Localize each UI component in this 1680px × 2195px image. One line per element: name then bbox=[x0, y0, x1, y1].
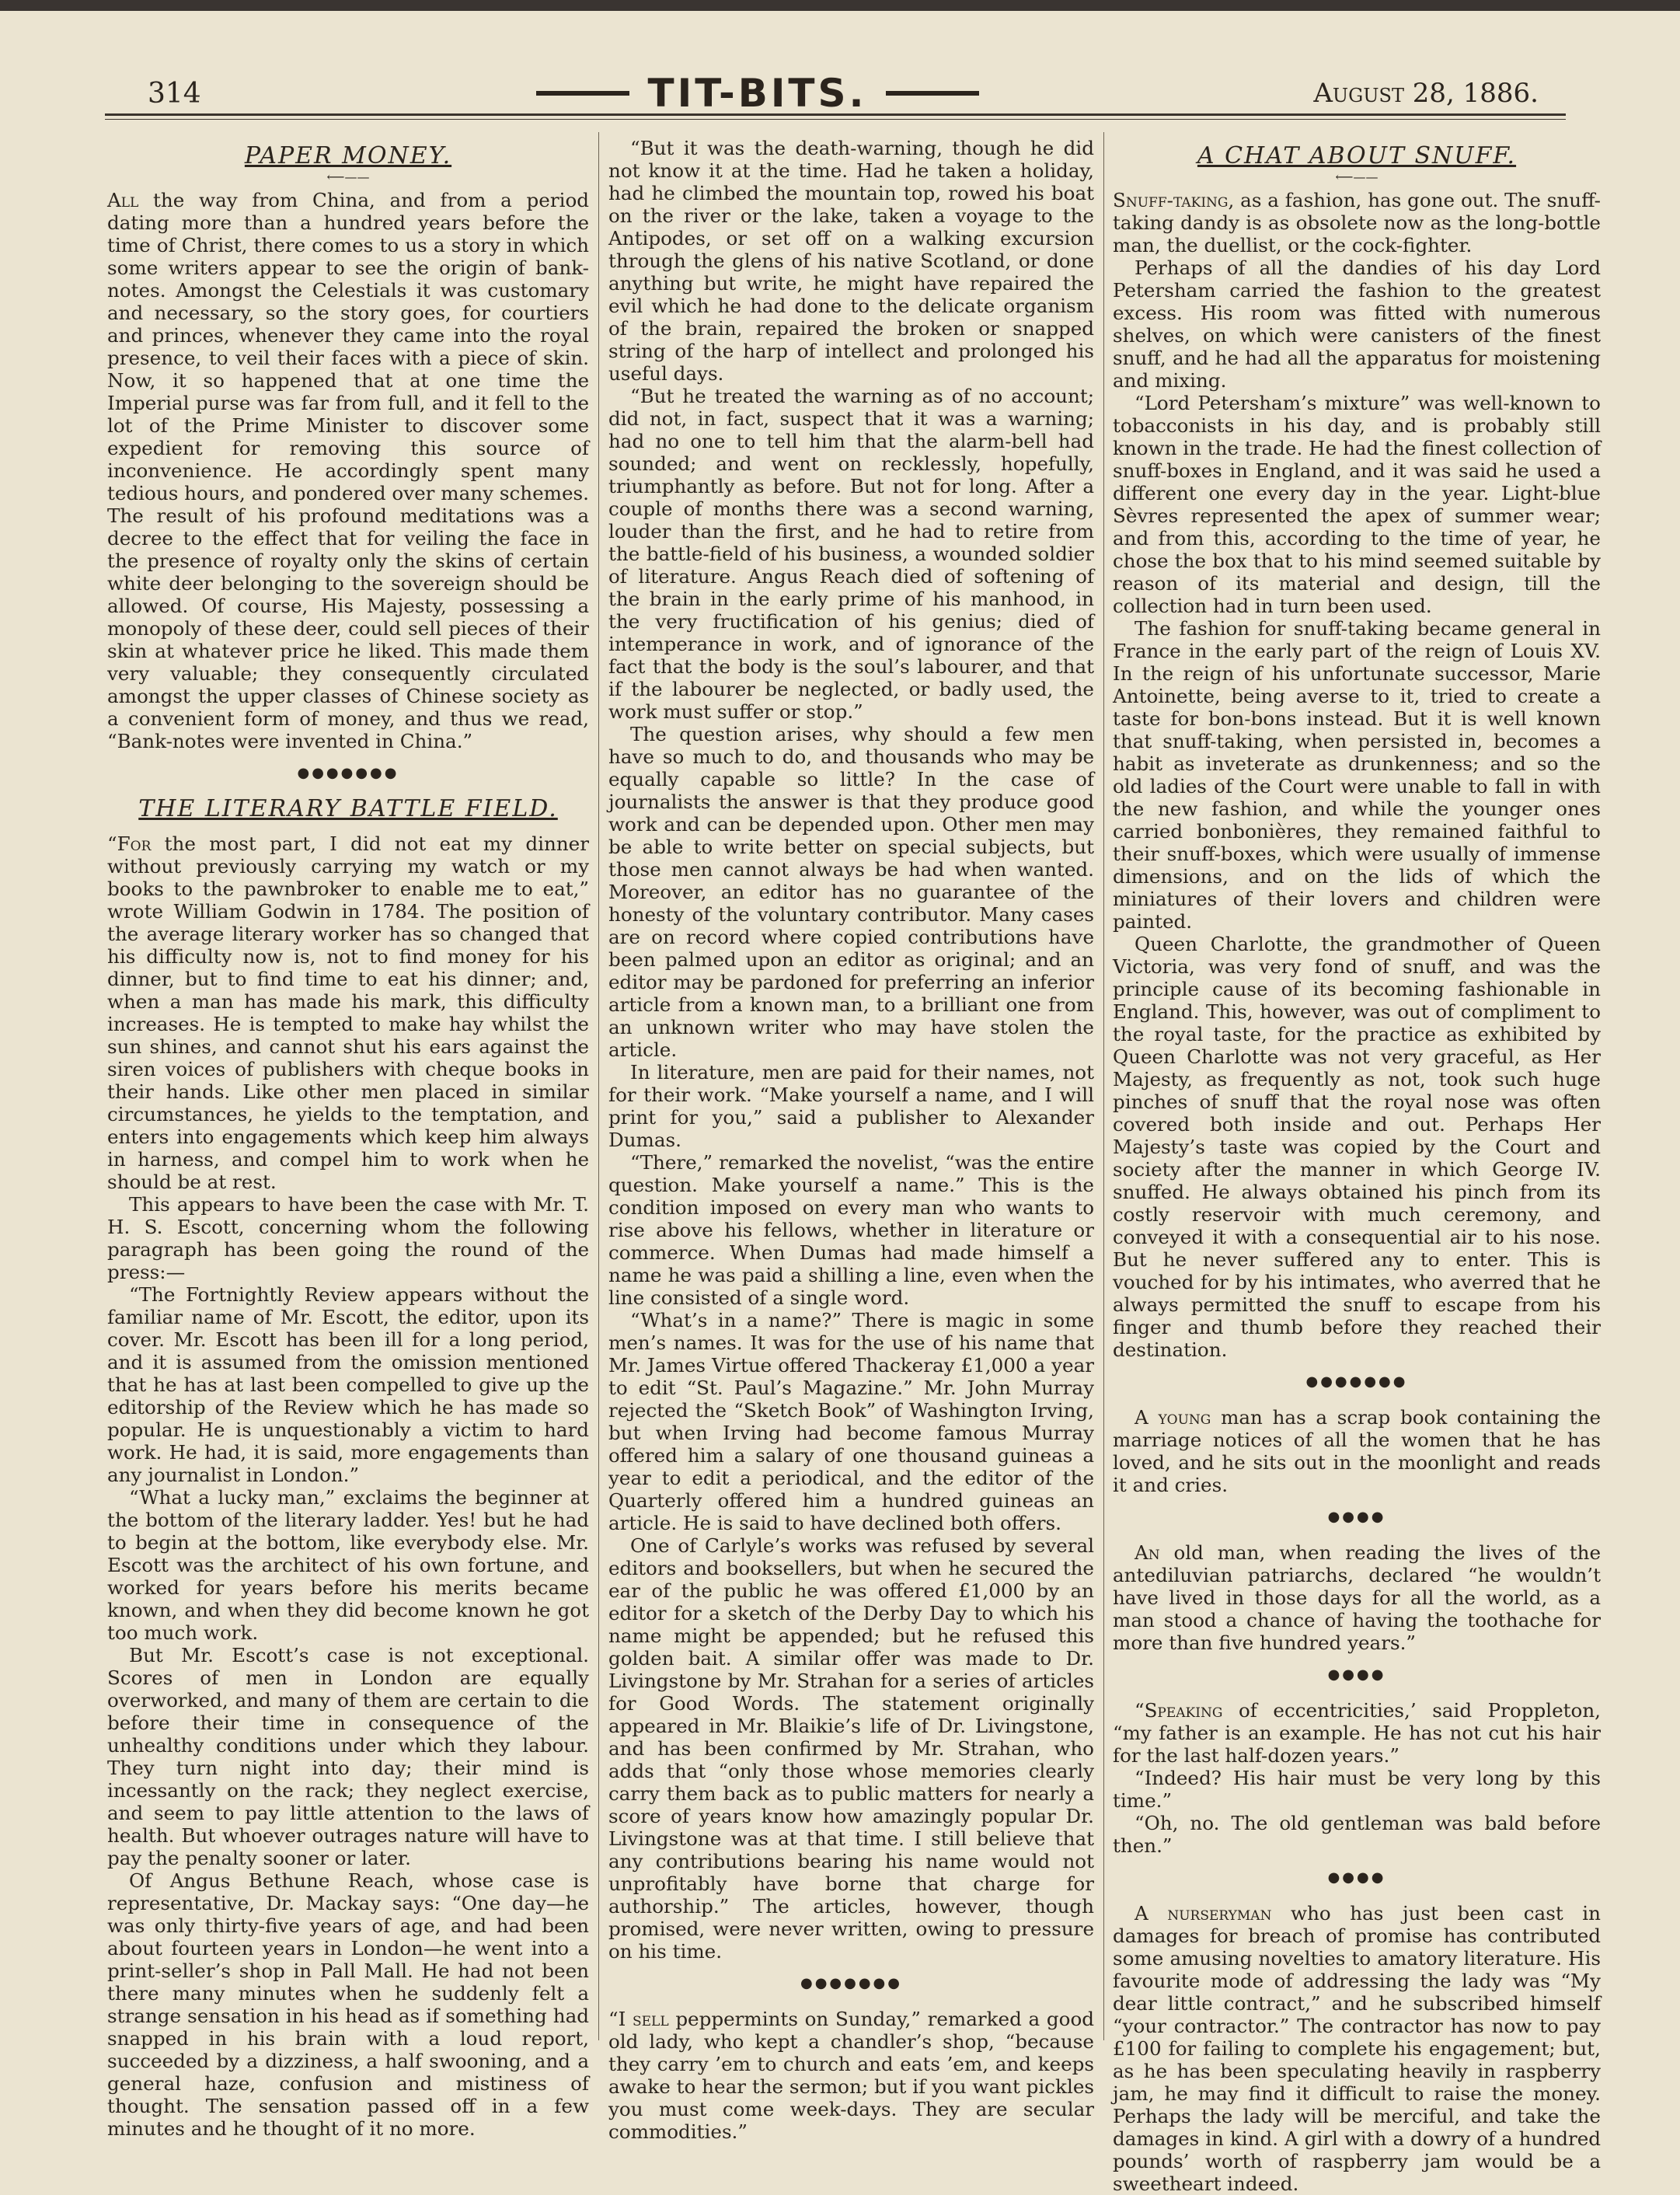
young-man-lead: A young bbox=[1135, 1406, 1211, 1429]
paper-money-lead: All bbox=[107, 189, 139, 211]
section-ornament-short: ●●●● bbox=[1327, 1509, 1386, 1525]
paper-money-para-1 bbox=[107, 189, 589, 752]
oh-no-para: “Oh, no. The old gentleman was bald before then.” bbox=[1113, 1812, 1601, 1857]
peppermints-para bbox=[608, 2008, 1094, 2143]
nurseryman-text: who has just been cast in damages for breach of promise has contributed some amusing novelties to amatory literature. His favourite mode of addressing the lady was “My dear little contract,” and he subscribed himself “your contractor.” The contractor has now to pay £100 for failing to complete his engagement; but, as he has been speculating heavily in raspberry jam, he may find it difficult to raise the money. Perhaps the lady will be merciful, and take the damages in kind. A girl with a dowry of a hundred pounds’ worth of raspberry jam would be a sweetheart indeed. bbox=[1113, 1902, 1601, 2195]
section-ornament: ●●●●●●● bbox=[1305, 1373, 1408, 1390]
snuff-para-4: The fashion for snuff-taking became general in France in the early part of the reign of Louis XV. In the reign of his unfortunate successor, Marie Antoinette, being averse to it, tried to create a taste for bon-bons instead. But it is well known that snuff-taking, when persisted in, becomes a habit as inveterate as drunkenness; and so the old ladies of the Court were unable to fall in with the new fashion, and while the younger ones carried bonbonières, they remained faithful to their snuff-boxes, which were usually of immense dimensions, and on the lids of which the miniatures of their lovers and children were painted. bbox=[1113, 617, 1601, 933]
literary-text-1: the most part, I did not eat my dinner without previously carrying my watch or my books to the pawnbroker to enable me to eat,” wrote William Godwin in 1784. The position of the average literary worker has so changed that his difficulty now is, not to find money for his dinner, but to find time to eat his dinner; and, when a man has made his mark, this difficulty increases. He is tempted to make hay whilst the sun shines, and cannot shut his ears against the siren voices of publishers with cheque books in their hands. Like other men placed in similar circumstances, he yields to the temptation, and enters into engagements which keep him always in harness, and compel him to work when he should be at rest. bbox=[107, 832, 589, 1193]
title-arrow-ornament: ⟵—— bbox=[1335, 169, 1379, 184]
literary-cont-para-3: The question arises, why should a few men have so much to do, and thousands who may be equally capable so little? In the case of journalists the answer is that they produce good work and can be depended upon. Other men may be able to write better on special subjects, but those men cannot always be had when wanted. Moreover, an editor has no guarantee of the honesty of the voluntary contributor. Many cases are on record where copied contributions have been palmed upon an editor as original; and an editor may be pardoned for preferring an inferior article from a known man, to a brilliant one from an unknown writer who may have stolen the article. bbox=[608, 723, 1094, 1061]
literary-para-1 bbox=[107, 832, 589, 1193]
snuff-para-2: Perhaps of all the dandies of his day Lord Petersham carried the fashion to the greatest excess. His room was fitted with numerous shelves, on which were canisters of the finest snuff, and he had all the apparatus for moistening and mixing. bbox=[1113, 256, 1601, 392]
title-gap bbox=[107, 823, 589, 832]
masthead bbox=[518, 71, 998, 116]
column-1 bbox=[107, 137, 589, 2140]
column-2 bbox=[608, 137, 1094, 2143]
nurseryman-lead: nurseryman bbox=[1148, 1902, 1272, 1925]
snuff-lead: Snuff-taking, bbox=[1113, 189, 1235, 211]
snuff-para-3: “Lord Petersham’s mixture” was well-known to tobacconists in his day, and is probably still known in the trade. He had the finest collection of snuff-boxes in England, and it was said he used a different one every day in the year. Light-blue Sèvres represented the apex of summer wear; and from this, according to the time of year, he chose the box that to his mind seemed suitable by reason of its material and design, till the collection had in turn been used. bbox=[1113, 392, 1601, 617]
column-3 bbox=[1113, 137, 1601, 2195]
nurseryman-lead-a: A bbox=[1135, 1902, 1148, 1925]
article-title-paper-money: PAPER MONEY. bbox=[244, 142, 452, 169]
young-man-para bbox=[1113, 1406, 1601, 1496]
issue-date: August 28, 1886. bbox=[1313, 78, 1539, 109]
peppermints-lead: “I sell bbox=[608, 2008, 669, 2030]
section-ornament: ●●●●●●● bbox=[800, 1975, 902, 1991]
section-ornament-short: ●●●● bbox=[1327, 1869, 1386, 1886]
literary-cont-para-2: “But he treated the warning as of no account; did not, in fact, suspect that it was a warning; had no one to tell him that the alarm-bell had sounded; and went on recklessly, hopefully, triumphantly as before. But not for long. After a couple of months there was a second warning, louder than the first, and he had to retire from the battle-field of his business, a wounded soldier of literature. Angus Reach died of softening of the brain in the early prime of his manhood, in the very fructification of his genius; died of intemperance in work, and of ignorance of the fact that the body is the soul’s labourer, and that if the labourer be neglected, or badly used, the work must suffer or stop.” bbox=[608, 385, 1094, 723]
top-edge-band bbox=[0, 0, 1680, 11]
literary-para-2: This appears to have been the case with Mr. T. H. S. Escott, concerning whom the following paragraph has been going the round of the press:— bbox=[107, 1193, 589, 1283]
masthead-left-rule bbox=[536, 91, 629, 96]
paper-money-text: the way from China, and from a period dating more than a hundred years before the time of Christ, there comes to us a story in which some writers appear to see the origin of bank-notes. Amongst the Celestials it was customary and necessary, so the story goes, for courtiers and princes, whenever they came into the royal presence, to veil their faces with a piece of skin. Now, it so happened that at one time the Imperial purse was far from full, and it fell to the lot of the Prime Minister to discover some expedient for removing this source of inconvenience. He accordingly spent many tedious hours, and pondered over many schemes. The result of his profound meditations was a decree to the effect that for veiling the face in the presence of royalty only the skins of certain white deer belonging to the sovereign should be allowed. Of course, His Majesty, possessing a monopoly of these deer, could sell pieces of their skin at whatever price he liked. This made them very valuable; they consequently circulated amongst the upper classes of Chinese society as a convenient form of money, and thus we read, “Bank-notes were invented in China.” bbox=[107, 189, 589, 752]
page-number: 314 bbox=[148, 77, 201, 110]
article-title-chat-about-snuff: A CHAT ABOUT SNUFF. bbox=[1197, 142, 1517, 169]
header-rule-thin bbox=[105, 119, 1566, 120]
literary-cont-para-6: “What’s in a name?” There is magic in some men’s names. It was for the use of his name that Mr. James Virtue offered Thackeray £1,000 a year to edit “St. Paul’s Magazine.” Mr. John Murray rejected the “Sketch Book” of Washington Irving, but when Irving had become famous Murray offered him a salary of one thousand guineas a year to edit a periodical, and the editor of the Quarterly offered him a hundred guineas an article. He is said to have declined both offers. bbox=[608, 1309, 1094, 1534]
literary-lead: “For bbox=[107, 832, 152, 855]
literary-para-3: “The Fortnightly Review appears without the familiar name of Mr. Escott, the editor, upon its cover. Mr. Escott has been ill for a long period, and it is assumed from the omission mentioned that he has at last been compelled to give up the editorship of the Review which he has made so popular. He is unquestionably a victim to hard work. He had, it is said, more engagements than any journalist in London.” bbox=[107, 1283, 589, 1486]
literary-para-4: “What a lucky man,” exclaims the beginner at the bottom of the literary ladder. Yes! but he had to begin at the bottom, like everybody else. Mr. Escott was the architect of his own fortune, and worked for years before his merits became known, and when they did become known he got too much work. bbox=[107, 1486, 589, 1644]
speaking-text: of eccentricities,’ said Proppleton, “my father is an example. He has not cut his hair for the last half-dozen years.” bbox=[1113, 1699, 1601, 1767]
snuff-para-5: Queen Charlotte, the grandmother of Queen Victoria, was very fond of snuff, and was the principle cause of its becoming fashionable in England. This, however, was out of compliment to the royal taste, for the practice as exhibited by Queen Charlotte was not very graceful, as Her Majesty, as frequently as not, took such huge pinches of snuff that the royal nose was often covered both inside and out. Perhaps Her Majesty’s taste was copied by the Court and society after the manner in which George IV. snuffed. He always obtained his pinch from its costly reservoir with much ceremony, and conveyed it with a consequential air to his nose. But he never suffered any to enter. This is vouched for by his intimates, who averred that he always permitted the snuff to escape from his finger and thumb before they reached their destination. bbox=[1113, 933, 1601, 1361]
header-rule-thick bbox=[105, 113, 1566, 116]
literary-para-6: Of Angus Bethune Reach, whose case is representative, Dr. Mackay says: “One day—he was only thirty-five years of age, and had been about fourteen years in London—he went into a print-seller’s shop in Pall Mall. He had not been there many minutes when he suddenly felt a strange sensation in his head as if something had snapped in his brain with a loud report, succeeded by a dizziness, a half swooning, and a general haze, confusion and mistiness of thought. The sensation passed off in a few minutes and he thought of it no more. bbox=[107, 1869, 589, 2140]
snuff-text-1: as a fashion, has gone out. The snuff-taking dandy is as obsolete now as the long-bottle man, the duellist, or the cock-fighter. bbox=[1113, 189, 1601, 256]
old-man-text: old man, when reading the lives of the antediluvian patriarchs, declared “he wouldn’t have lived in those days for all the world, as a man stood a chance of having the toothache for more than five hundred years.” bbox=[1113, 1541, 1601, 1654]
speaking-lead: “Speaking bbox=[1135, 1699, 1223, 1722]
speaking-para bbox=[1113, 1699, 1601, 1767]
title-arrow-ornament: ⟵—— bbox=[326, 169, 370, 184]
literary-cont-para-5: “There,” remarked the novelist, “was the entire question. Make yourself a name.” This is the condition imposed on every man who wants to rise above his fellows, whether in literature or commerce. When Dumas had made himself a name he was paid a shilling a line, even when the line consisted of a single word. bbox=[608, 1151, 1094, 1309]
column-divider-2 bbox=[1103, 132, 1104, 2040]
old-man-para bbox=[1113, 1541, 1601, 1654]
column-divider-1 bbox=[598, 132, 599, 2040]
snuff-para-1 bbox=[1113, 189, 1601, 256]
article-title-literary-battle-field: THE LITERARY BATTLE FIELD. bbox=[138, 795, 558, 822]
literary-cont-para-4: In literature, men are paid for their names, not for their work. “Make yourself a name, and I will print for you,” said a publisher to Alexander Dumas. bbox=[608, 1061, 1094, 1151]
old-man-lead: An bbox=[1135, 1541, 1160, 1564]
literary-cont-para-7: One of Carlyle’s works was refused by several editors and booksellers, but when he secured the ear of the public he was offered £1,000 by an editor for a sketch of the Derby Day to which his name might be appended; but he refused this golden bait. A similar offer was made to Dr. Livingstone by Mr. Strahan for a series of articles for Good Words. The statement originally appeared in Mr. Blaikie’s life of Dr. Livingstone, and has been confirmed by Mr. Strahan, who adds that “only those whose memories clearly carry them back as to public matters for nearly a score of years know how amazingly popular Dr. Livingstone was at that time. I still believe that any contributions bearing his name would not unprofitably have borne that charge for authorship.” The articles, however, though promised, were never written, owing to pressure on his time. bbox=[608, 1534, 1094, 1963]
literary-para-5: But Mr. Escott’s case is not exceptional. Scores of men in London are equally overworked, and many of them are certain to die before their time in consequence of the unhealthy conditions under which they labour. They turn night into day; their mind is incessantly on the rack; they neglect exercise, and seem to pay little attention to the laws of health. But whoever outrages nature will have to pay the penalty sooner or later. bbox=[107, 1644, 589, 1869]
nurseryman-para bbox=[1113, 1902, 1601, 2195]
peppermints-text: peppermints on Sunday,” remarked a good old lady, who kept a chandler’s shop, “because they carry ’em to church and eats ’em, and keeps awake to hear the sermon; but if you want pickles you must come week-days. They are secular commodities.” bbox=[608, 2008, 1094, 2143]
section-ornament: ●●●●●●● bbox=[297, 765, 399, 781]
masthead-title: TIT-BITS. bbox=[647, 71, 867, 116]
literary-cont-para-1: “But it was the death-warning, though he did not know it at the time. Had he taken a holiday, had he climbed the mountain top, rowed his boat on the river or the lake, taken a voyage to the Antipodes, or set off on a walking excursion through the glens of his native Scotland, or done anything but write, he might have repaired the evil which he had done to the delicate organism of the brain, repaired the broken or snapped string of the harp of intellect and prolonged his useful days. bbox=[608, 137, 1094, 385]
masthead-right-rule bbox=[886, 91, 979, 96]
section-ornament-short: ●●●● bbox=[1327, 1666, 1386, 1683]
young-man-text: man has a scrap book containing the marriage notices of all the women that he has loved, and he sits out in the moonlight and reads it and cries. bbox=[1113, 1406, 1601, 1496]
indeed-para: “Indeed? His hair must be very long by this time.” bbox=[1113, 1767, 1601, 1812]
